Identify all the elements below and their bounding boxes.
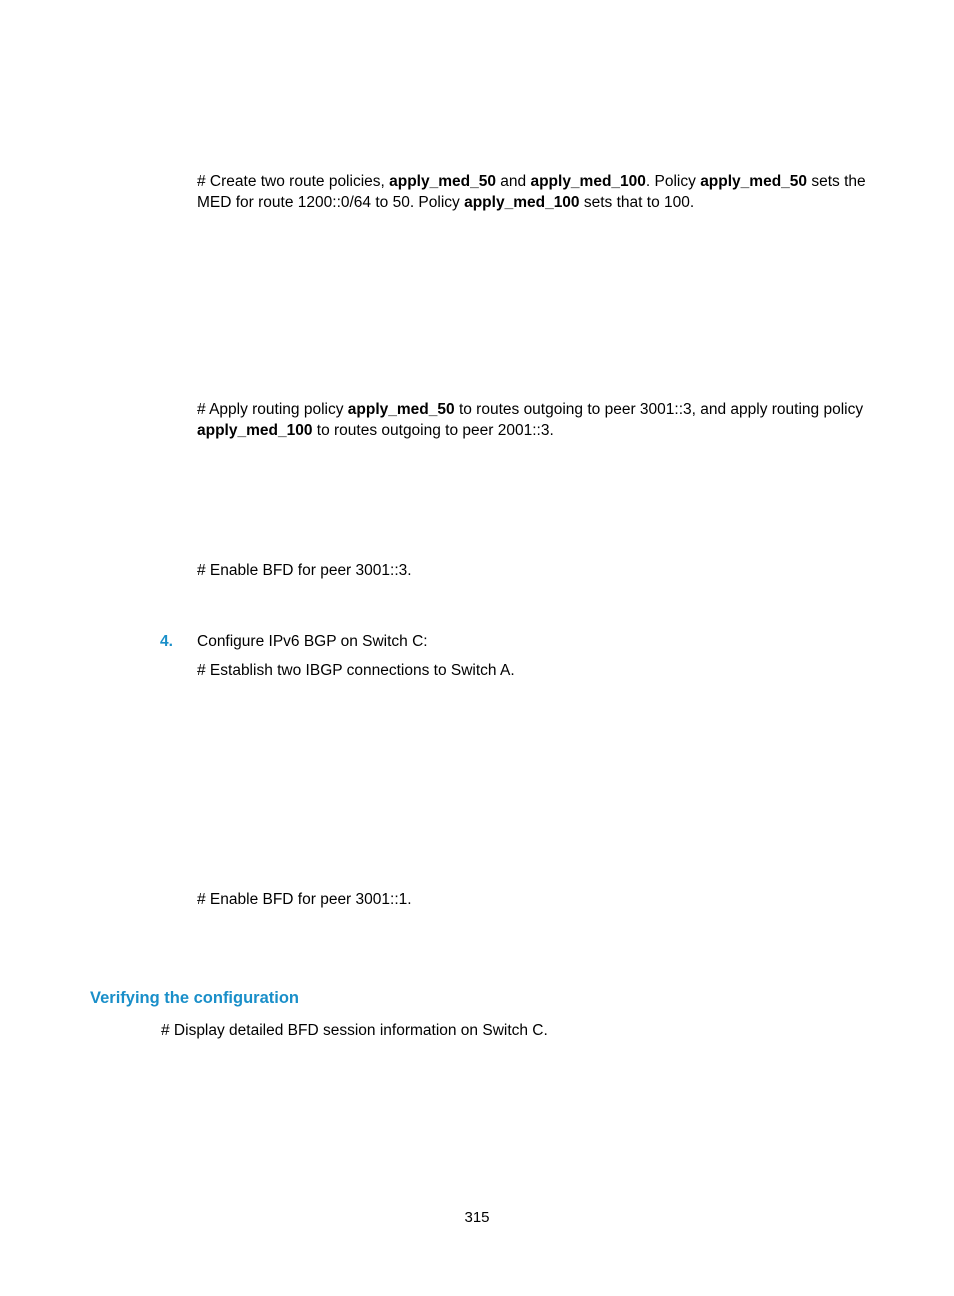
policy-name-apply-med-100: apply_med_100 xyxy=(464,194,580,211)
policy-name-apply-med-50: apply_med_50 xyxy=(700,173,808,190)
policy-name-apply-med-100: apply_med_100 xyxy=(197,422,313,439)
text-segment: and xyxy=(495,173,531,190)
section-heading: Verifying the configuration xyxy=(90,989,300,1007)
apply-routing-policy-paragraph xyxy=(197,399,877,441)
policy-name-apply-med-100: apply_med_100 xyxy=(530,173,646,190)
page-number: 315 xyxy=(464,1209,490,1226)
enable-bfd-peer-3001-1-paragraph: # Enable BFD for peer 3001::1. xyxy=(197,891,412,908)
create-route-policies-paragraph xyxy=(197,171,877,213)
text-segment: sets the MED for route 1200::0/64 to 50. Policy xyxy=(197,173,866,211)
display-bfd-paragraph: # Display detailed BFD session information on Switch C. xyxy=(161,1022,548,1039)
enable-bfd-peer-3001-3-paragraph: # Enable BFD for peer 3001::3. xyxy=(197,562,412,579)
text-segment: to routes outgoing to peer 3001::3, and apply routing policy xyxy=(454,401,864,418)
text-segment: # Create two route policies, xyxy=(197,173,390,190)
text-segment: sets that to 100. xyxy=(579,194,695,211)
step-text: Configure IPv6 BGP on Switch C: xyxy=(197,633,428,650)
establish-ibgp-paragraph: # Establish two IBGP connections to Switch A. xyxy=(197,662,515,679)
policy-name-apply-med-50: apply_med_50 xyxy=(347,401,455,418)
text-segment: to routes outgoing to peer 2001::3. xyxy=(312,422,554,439)
text-segment: . Policy xyxy=(645,173,701,190)
step-number: 4. xyxy=(160,633,173,650)
text-segment: # Apply routing policy xyxy=(197,401,348,418)
policy-name-apply-med-50: apply_med_50 xyxy=(389,173,496,190)
